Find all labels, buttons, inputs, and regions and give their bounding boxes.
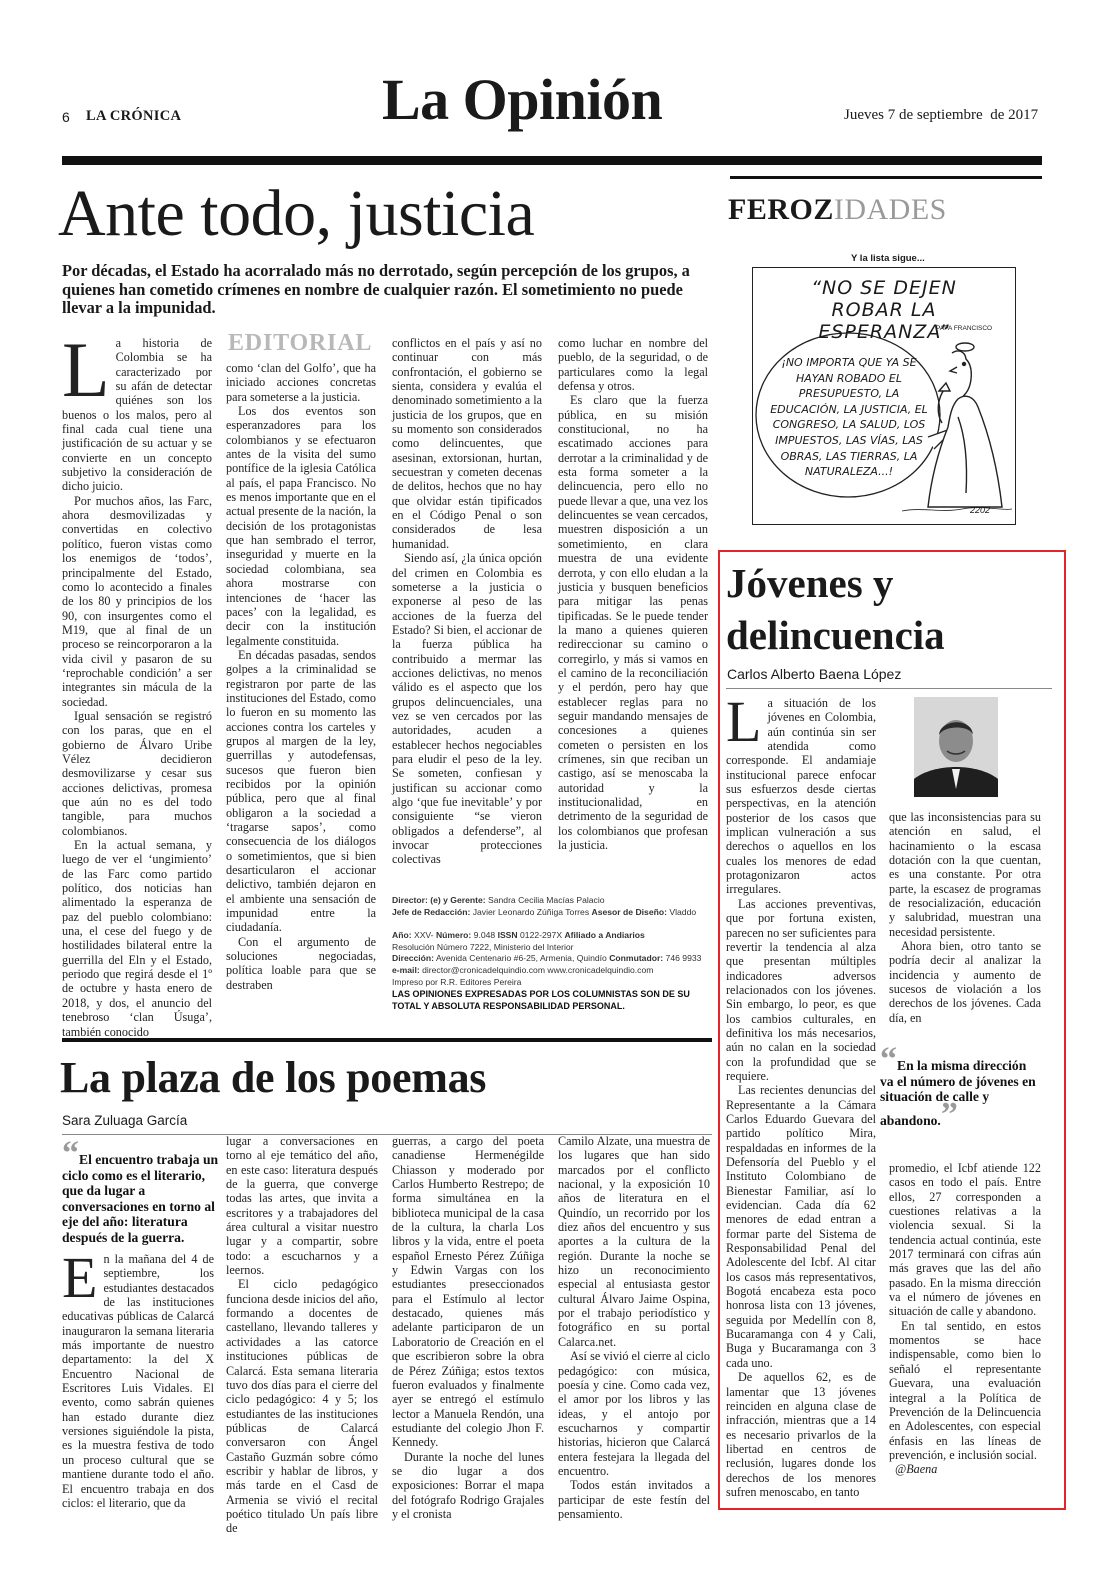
- staff-line: Jefe de Redacción: Javier Leonardo Zúñiga Torres Asesor de Diseño: Vladdo: [392, 906, 697, 917]
- cartoon-title: “NO SE DEJEN ROBAR LA ESPERANZA”: [811, 277, 957, 343]
- paragraph: como ‘clan del Golfo’, que ha iniciado acciones concretas para someterse a la justicia.: [226, 361, 376, 404]
- author-handle: @Baena: [895, 1462, 938, 1477]
- staff-line: Resolución Número 7222, Ministerio del Interior: [392, 941, 574, 952]
- paragraph: Camilo Alzate, una muestra de los lugares que han sido marcados por el conflicto nacional, y la exposición 10 años de literatura en el Quindío, un recorrido por los diez años del encuentro y sus aportes a la cultura de la región. Durante la noche se hizo un reconocimiento especial al entusiasta gestor cultural Álvaro Jaime Ospina, por el trabajo periodístico y fotográfico en su portal Calarca.net.: [558, 1134, 710, 1349]
- column-dropcap: L: [726, 689, 762, 754]
- paragraph: guerras, a cargo del poeta canadiense Hermenégilde Chiasson y moderado por Carlos Humberto Restrepo; de forma simultánea en la biblioteca municipal de la casa de la cultura, la charla Los libros y la vida, entre el poeta español Ernesto Pérez Zúñiga y Edwin Vargas con los estudiantes preseccionados para el Estímulo al lector destacado, quienes más adelante participaron de un Laboratorio de Creación en el que escribieron sobre la obra de Pérez Zúñiga; estos textos fueron evaluados y finalmente ayer se entregó el estímulo lector a Manuela Rendón, una estudiante del colegio Jhon F. Kennedy.: [392, 1134, 544, 1450]
- paragraph: a historia de Colombia se ha caracterizado por su afán de detectar quiénes son los buenos o los malos, pero al final cada cual tiene una justificación de su actuar y se convierte en un concepto subjetivo la consideración de dicho juicio.: [62, 336, 212, 494]
- poemas-pullquote: “El encuentro trabaja un ciclo como es el literario, que da lugar a conversaciones en torno al eje del año: literatura después de la guerra.: [62, 1135, 219, 1245]
- staff-box: [392, 895, 712, 1012]
- editorial-column-3: [392, 336, 542, 866]
- author-rule: [726, 688, 1052, 689]
- staff-line: Año: XXV- Número: 9.048 ISSN 0122-297X Afiliado a Andiarios: [392, 930, 645, 941]
- paragraph: como luchar en nombre del pueblo, de la seguridad, o de particulares como la legal defensa y otros.: [558, 336, 708, 394]
- paragraph: Igual sensación se registró con los paras, que en el gobierno de Álvaro Uribe Vélez decidieron desmovilizarse y cesar sus acciones delictivas, promesa que aún no es del todo tangible, para muchos colombianos.: [62, 708, 212, 838]
- paragraph: n la mañana del 4 de septiembre, los estudiantes destacados de las instituciones educativas públicas de Calarcá inauguraron la semana literaria más importante de nuestro departamento: la del X Encuentro Nacional de Escritores Luis Vidales. El evento, como sabrán quienes han estado durante diez versiones siguiéndole la pista, es la muestra festiva de todo un proceso cultural que se mantiene durante todo el año. El encuentro trabaja en dos ciclos: el literario, que da: [62, 1252, 214, 1510]
- poemas-column-2: [226, 1134, 378, 1536]
- open-quote-icon: “: [62, 1135, 79, 1172]
- editorial-label: EDITORIAL: [228, 330, 373, 356]
- section-title: La Opinión: [382, 67, 663, 132]
- paragraph: Las recientes denuncias del Representante a la Cámara Carlos Eduardo Guevara del partido político Mira, respaldadas en informes de la Defensoría del Pueblo y el Instituto Colombiano de Bienestar Familiar, así lo evidencian. Cada día 62 menores de edad entran a formar parte del Sistema de Responsabilidad Penal del Adolescente del Icbf. Al citar los casos más representativos, Bogotá encabeza esta poco honrosa lista con 13 jóvenes, seguida por Medellín con 8, Bucaramanga con 4 y Cali, Buga y Bucaramanga con 3 cada uno.: [726, 1083, 876, 1370]
- poemas-column-3: [392, 1134, 544, 1521]
- poemas-author: Sara Zuluaga García: [62, 1113, 188, 1128]
- column-author: Carlos Alberto Baena López: [727, 666, 902, 682]
- paragraph: a situación de los jóvenes en Colombia, aún continúa sin ser atendida como corresponde. El andamiaje institucional parece enfocar sus esfuerzos desde ciertas perspectivas, en la atención posterior de los casos que implican vulneración a sus derechos o aquellos en los cuales los menores de edad protagonizaron actos irregulares.: [726, 696, 876, 897]
- paragraph: lugar a conversaciones en torno al eje temático del año, en este caso: literatura después de la guerra, que converge todas las artes, que invita a escritores y a trabajadores del área cultural a visitar nuestro lugar y a compartir, sobre todo: a escucharnos y a leernos.: [226, 1134, 378, 1278]
- open-quote-icon: “: [880, 1041, 897, 1078]
- paragraph: promedio, el Icbf atiende 122 casos en todo el país. Entre ellos, 27 corresponden a cuestiones relativas a la violencia sexual. Si la tendencia actual continúa, este 2017 terminará con cifras aún más graves que las del año pasado. En la misma dirección va el número de jóvenes en situación de calle y abandono.: [889, 1161, 1041, 1319]
- staff-line: e-mail: director@cronicadelquindio.com www.cronicadelquindio.com: [392, 964, 654, 975]
- paragraph: En tal sentido, en estos momentos se hace indispensable, como bien lo señaló el representante Guevara, una evaluación integral a la Política de Prevención de la Delincuencia en Adolescentes, con especial énfasis en las líneas de prevención, e inclusión social.: [889, 1318, 1041, 1462]
- cartoon: [752, 267, 1016, 525]
- paragraph: Durante la noche del lunes se dio lugar a dos exposiciones: Borrar el mapa del fotógrafo Rodrigo Grajales y el cronista: [392, 1449, 544, 1521]
- paragraph: Los dos eventos son esperanzadores para los colombianos y se efectuaron antes de la visita del sumo pontífice de la iglesia Católica al país, el papa Francisco. No es menos importante que en el actual presente de la nación, la decisión de los protagonistas que han sembrado el terror, inseguridad y muerte en la sociedad colombiana, sea ahora mostrarse con intenciones de ‘hacer las paces’ con la legalidad, es decir con la institución legalmente constituida.: [226, 404, 376, 648]
- poemas-headline: La plaza de los poemas: [60, 1053, 487, 1102]
- editorial-column-4: [558, 336, 708, 866]
- staff-line: Director: (e) y Gerente: Sandra Cecilia Macías Palacio: [392, 895, 605, 905]
- staff-line: Dirección: Avenida Centenario #6-25, Armenia, Quindío Conmutador: 746 9933: [392, 953, 702, 964]
- cartoon-signature: 2202: [970, 505, 991, 515]
- poemas-column-4: [558, 1134, 710, 1521]
- poemas-column-1: [62, 1245, 214, 1510]
- editorial-column-1: [62, 326, 212, 1039]
- paragraph: El ciclo pedagógico funciona desde inicios del año, formando a docentes de castellano, llevando talleres y actividades a las catorce instituciones públicas de Calarcá. Esta semana literaria tuvo dos días para el cierre del ciclo pedagógico: 4 y 5; los estudiantes de las instituciones públicas de Calarcá conversaron con Ángel Castaño Guzmán sobre cómo escribir y hablar de libros, y más tarde en el Casd de Armenia se vivió el recital poético titulado Un país libre de: [226, 1277, 378, 1536]
- staff-disclaimer: LAS OPINIONES EXPRESADAS POR LOS COLUMNISTAS SON DE SU TOTAL Y ABSOLUTA RESPONSABILIDAD PERSONAL.: [392, 989, 690, 1012]
- masthead-rule: [62, 156, 1042, 165]
- editorial-column-2: [226, 361, 376, 1009]
- paragraph: Ahora bien, otro tanto se podría decir al analizar la incidencia y aumento de sucesos de violación a los derechos de los jóvenes. Cada día, en: [889, 939, 1041, 1025]
- ferozidades-rule: [730, 176, 1042, 179]
- author-portrait: [914, 697, 998, 797]
- editorial-headline: Ante todo, justicia: [58, 177, 535, 250]
- paper-name: LA CRÓNICA: [86, 108, 182, 124]
- paragraph: Así se vivió el cierre al ciclo pedagógico: con música, poesía y cine. Como cada vez, el amor por los libros y las ideas, y el antojo por escucharnos y compartir historias, hicieron que Calarcá entera festejara la llegada del encuentro.: [558, 1349, 710, 1478]
- cartoon-speech: ¡NO IMPORTA QUE YA SE HAYAN ROBADO EL PRESUPUESTO, LA EDUCACIÓN, LA JUSTICIA, EL CONGRESO, LA SALUD, LOS IMPUESTOS, LAS VÍAS, LAS OBRAS, LAS TIERRAS, LA NATURALEZA...!: [770, 356, 928, 479]
- ferozidades-label: FEROZIDADES: [728, 193, 947, 226]
- paragraph: Con el argumento de soluciones negociadas, política loable para que se destraben: [226, 934, 376, 992]
- paragraph: Es claro que la fuerza pública, en su misión constitucional, no ha escatimado acciones para derrotar a la criminalidad y de esta forma someter a la delincuencia, pero ello no puede llevar a que, una vez los delincuentes se vean cercados, muestren disposición a un sometimiento, en clara muestra de una evidente derrota, y con ello eludan a la justicia y busquen beneficios para mitigar las penas tipificadas. Se le puede tender la mano a quienes quieren redireccionar su camino o corregirlo, y más si vamos en el camino de la reconciliación y el perdón, pero hay que establecer reglas para no seguir mandando mensajes de concesiones a quienes cometen o persisten en los crímenes, sin que reciban un castigo, así se menoscaba la autoridad y la institucionalidad, en detrimento de la seguridad de los colombianos que profesan la justicia.: [558, 393, 708, 853]
- paragraph: conflictos en el país y así no continuar con más confrontación, el gobierno se sienta, considera y evalúa el denominado sometimiento a la justicia de los grupos, que en su momento son considerados como delincuentes, que asesinan, extorsionan, hurtan, secuestran y cometen decenas de delitos, hechos que no hay que olvidar están tipificados en el Código Penal o son considerados de lesa humanidad.: [392, 336, 542, 551]
- paragraph: Las acciones preventivas, que por fortuna existen, parecen no ser suficientes para revertir la tendencia al alza que presentan múltiples indicadores adversos relacionados con los jóvenes. Sin embargo, lo peor, es que los cambios culturales, en definitiva los más necesarios, aún no calan en la sociedad con la profundidad que se requiere.: [726, 896, 876, 1083]
- editorial-dropcap: L: [62, 326, 110, 413]
- paragraph: En la actual semana, y luego de ver el ‘ungimiento’ de las Farc como partido político, dos noticias han alimentado la esperanza de paz del pueblo colombiano: una, el cese del fuego y de hostilidades bilateral entre la guerrilla del Eln y el Estado, periodo que regirá desde el 1º de octubre y hasta enero de 2018, y dos, el anuncio del tenebroso ‘clan Úsuga’, también conocido: [62, 838, 212, 1039]
- column-text-b-top: [889, 810, 1041, 1032]
- section-rule: [62, 1038, 712, 1042]
- staff-line: Impreso por R.R. Editores Pereira: [392, 976, 522, 987]
- column-title: Jóvenes y delincuencia: [726, 560, 945, 658]
- page-number: 6: [62, 109, 70, 125]
- editorial-deck: Por décadas, el Estado ha acorralado más no derrotado, según percepción de los grupos, a quienes han cometido crímenes en nombre de cualquier razón. El sometimiento no puede llevar a la impunidad.: [62, 261, 690, 318]
- paragraph: Siendo así, ¿la única opción del crimen en Colombia es someterse a la justicia o exponerse al peso de las acciones de la fuerza del Estado? Si bien, el accionar de la fuerza pública ha contribuido a mermar las acciones delictivas, no menos válido es el aspecto que los grupos delincuenciales, una vez se ven cercados por las autoridades, acuden a establecer hechos negociables para eludir el peso de la ley. Se someten, confiesan y justifican su accionar como algo ‘que fue inevitable’ y por consiguiente “se vieron obligados a defenderse”, al invocar protecciones colectivas: [392, 551, 542, 867]
- paragraph: Por muchos años, las Farc, ahora desmovilizadas y convertidas en colectivo político, fueron vistas como los enemigos de ‘todos’, principalmente del Estado, como lo acontecido a finales de los 80 y principios de los 90, con insurgentes como el M19, que al final de un proceso se reincorporaron a la vida civil y pasaron de su ‘reprochable condición’ a ser integrantes sin mácula de la sociedad.: [62, 493, 212, 709]
- paragraph: De aquellos 62, es de lamentar que 13 jóvenes reinciden en alguna clase de infracción, mientras que a 14 es necesario privarlos de la libertad en centros de reclusión, lugares donde los derechos de los menores sufren menoscabo, en tanto: [726, 1370, 876, 1499]
- close-quote-icon: ”: [940, 1095, 958, 1133]
- column-pullquote: “En la misma dirección va el número de jóvenes en situación de calle y abandono.”: [880, 1041, 1036, 1133]
- author-photo: [914, 697, 998, 797]
- poemas-dropcap: E: [62, 1245, 98, 1310]
- paragraph: En décadas pasadas, sendos golpes a la criminalidad se registraron por parte de las instituciones del Estado, como lo fueron en su momento las acciones contra los carteles y grupos al margen de la ley, guerrillas y autodefensas, sucesos que fueron bien recibidos por la opinión pública, pero que al final obligaron a la sociedad a ‘tragarse sapos’, como consecuencia de los diálogos o sometimientos, que si bien desarticularon el accionar delictivo, también dejaron en el ambiente una sensación de impunidad entre la ciudadanía.: [226, 647, 376, 935]
- column-text-a: [726, 689, 876, 1502]
- cartoon-caption: Y la lista sigue...: [851, 253, 925, 264]
- paragraph: que las inconsistencias para su atención en salud, el hacinamiento o la escasa dotación con la que cuentan, es una constante. Por otra parte, la escasez de programas de resocialización, educación y salubridad, muestran una necesidad persistente.: [889, 810, 1041, 939]
- paragraph: Todos están invitados a participar de este festín del pensamiento.: [558, 1478, 710, 1521]
- cartoon-attribution: PAPA FRANCISCO: [936, 325, 993, 332]
- column-text-b-bottom: [889, 1161, 1041, 1501]
- date-line: Jueves 7 de septiembre de 2017: [844, 107, 1039, 123]
